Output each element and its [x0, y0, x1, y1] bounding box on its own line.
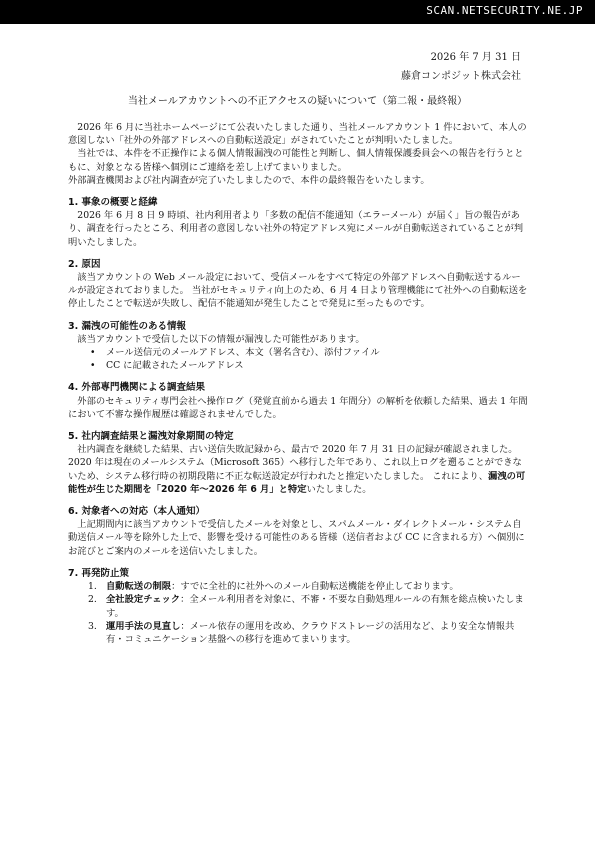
section-2-heading: 2. 原因 — [68, 258, 101, 270]
list-item — [88, 593, 528, 619]
company-name: 藤倉コンポジット株式会社 — [401, 71, 521, 82]
prevention-list — [68, 580, 528, 646]
site-watermark: SCAN.NETSECURITY.NE.JP — [426, 4, 583, 17]
item-number: 1. — [88, 581, 97, 593]
document-date: 2026 年 7 月 31 日 — [430, 52, 521, 63]
item-label: 全社設定チェック — [106, 594, 181, 606]
section-4-heading: 4. 外部専門機関による調査結果 — [68, 382, 206, 394]
section-5-body — [68, 443, 528, 496]
item-number: 3. — [88, 620, 97, 632]
section-1-body: 2026 年 6 月 8 日 9 時頃、社内利用者より「多数の配信不能通知（エラーメール）が届く」旨の報告があり、調査を行ったところ、利用者の意図しない社外の特定アドレス宛にメールが自動転送されていることが判明いたしました。 — [68, 210, 524, 248]
leaked-info-list — [68, 346, 528, 372]
item-number: 2. — [88, 594, 97, 606]
top-banner — [0, 0, 595, 24]
document-title: 当社メールアカウントへの不正アクセスの疑いについて（第二報・最終報） — [127, 96, 468, 107]
item-label: 自動転送の制限 — [106, 581, 172, 593]
section-3-heading: 3. 漏洩の可能性のある情報 — [68, 320, 187, 332]
section-5-tail: いたしました。 — [306, 483, 372, 495]
list-item — [88, 620, 528, 646]
section-7-heading: 7. 再発防止策 — [68, 567, 130, 579]
section-3-lead: 該当アカウントで受信した以下の情報が漏洩した可能性があります。 — [77, 333, 365, 345]
document-body — [68, 121, 528, 646]
item-text: ：メール依存の運用を改め、クラウドストレージの活用など、より安全な情報共有・コミュニケーション基盤への移行を進めてまいります。 — [106, 620, 515, 645]
list-item — [88, 580, 528, 593]
section-1-heading: 1. 事象の概要と経緯 — [68, 197, 158, 209]
item-text: ：すでに全社的に社外へのメール自動転送機能を停止しております。 — [171, 581, 459, 593]
section-5-heading: 5. 社内調査結果と漏洩対象期間の特定 — [68, 431, 234, 443]
section-4-body: 外部のセキュリティ専門会社へ操作ログ（発覚直前から過去 1 年間分）の解析を依頼した結果、過去 1 年間において不審な操作履歴は確認されませんでした。 — [68, 395, 528, 420]
section-6-heading: 6. 対象者への対応（本人通知） — [68, 506, 206, 518]
intro-paragraph-3: 外部調査機関および社内調査が完了いたしましたので、本件の最終報告をいたします。 — [68, 174, 430, 186]
list-item: • メール送信元のメールアドレス、本文（署名含む）、添付ファイル — [106, 346, 528, 359]
item-text: ：全メール利用者を対象に、不審・不要な自動処理ルールの有無を総点検いたします。 — [106, 594, 524, 619]
section-5-emphasis: 漏洩の可能性が生じた期間を「2020 年～2026 年 6 月」と特定 — [68, 470, 526, 495]
intro-paragraph-1: 2026 年 6 月に当社ホームページにて公表いたしました通り、当社メールアカウント 1 件において、本人の意図しない「社外の外部アドレスへの自動転送設定」がされていたことが判明いたしました。 — [68, 122, 527, 147]
section-6-body: 上記期間内に該当アカウントで受信したメールを対象とし、スパムメール・ダイレクトメール・システム自動送信メール等を除外した上で、影響を受ける可能性のある皆様（送信者および CC に含まれる方）へ個別にお詫びとご案内のメールを送信いたしました。 — [68, 519, 525, 557]
intro-paragraph-2: 当社では、本件を不正操作による個人情報漏洩の可能性と判断し、個人情報保護委員会への報告を行うとともに、対象となる皆様へ個別にご連絡を差し上げてまいりました。 — [68, 148, 524, 173]
section-5-text: 社内調査を継続した結果、古い送信失敗記録から、最古で 2020 年 7 月 31 日の記録が確認されました。2020 年は現在のメールシステム（Microsoft 365）へ移行した年であり、これ以上ログを遡ることができないため、システム移行時の初期段階に不正な転送設定が行われたと推定いたしました。 これにより、 — [68, 444, 522, 482]
item-label: 運用手法の見直し — [106, 620, 181, 632]
list-item: • CC に記載されたメールアドレス — [106, 359, 528, 372]
section-2-body: 該当アカウントの Web メール設定において、受信メールをすべて特定の外部アドレスへ自動転送するルールが設定されておりました。 当社がセキュリティ向上のため、6 月 4 日より管理機能にて社外への自動転送を停止したことで転送が失敗し、配信不能通知が発生したことで発見に至ったものです。 — [68, 272, 528, 310]
